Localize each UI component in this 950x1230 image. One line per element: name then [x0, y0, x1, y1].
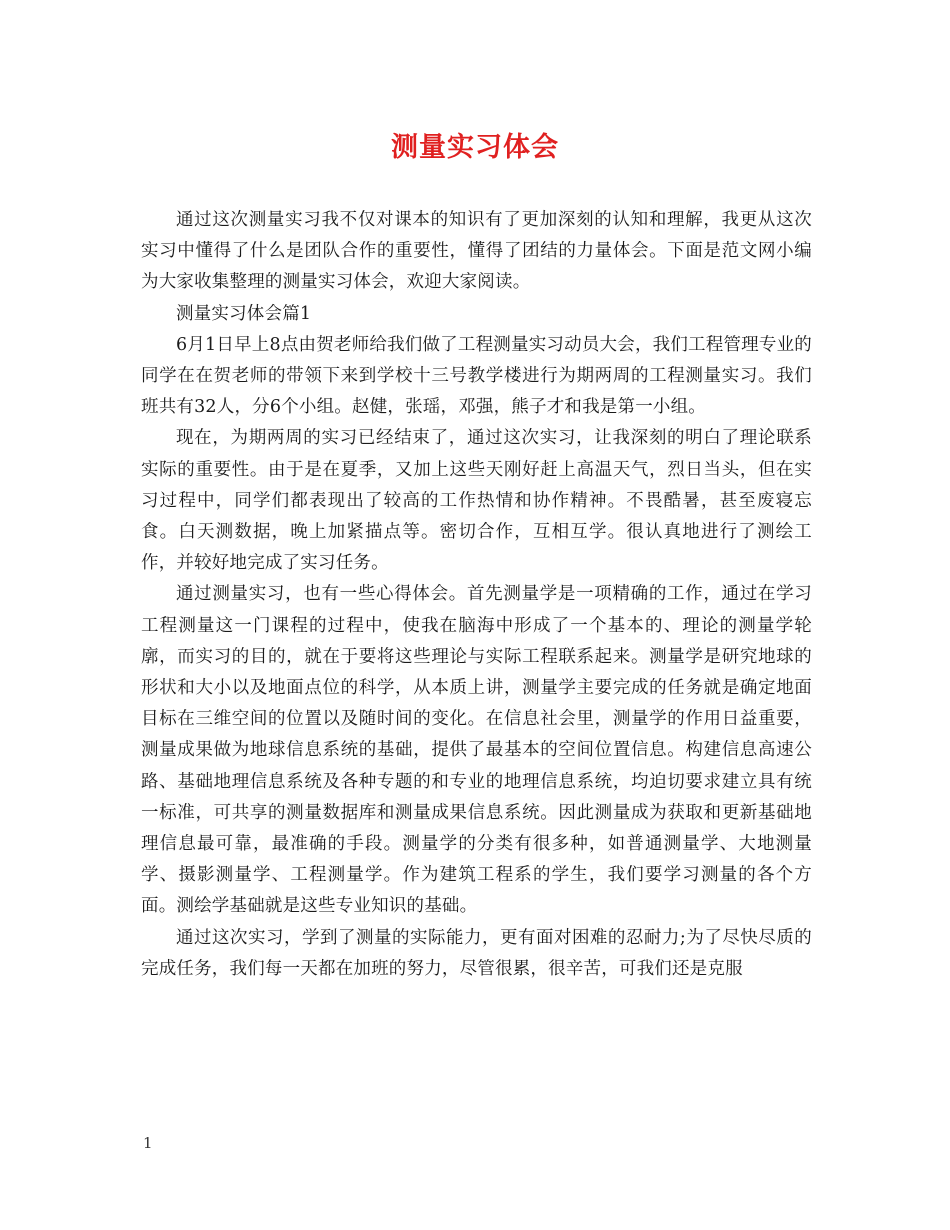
paragraph: 6月1日早上8点由贺老师给我们做了工程测量实习动员大会，我们工程管理专业的同学在在贺老师的带领下来到学校十三号教学楼进行为期两周的工程测量实习。我们班共有32人，分6个小组。赵健，张瑶，邓强，熊子才和我是第一小组。 — [141, 334, 812, 418]
document-title: 测量实习体会 — [391, 132, 559, 163]
page-number: 1 — [143, 1134, 153, 1152]
paragraph: 通过测量实习，也有一些心得体会。首先测量学是一项精确的工作，通过在学习工程测量这一门课程的过程中，使我在脑海中形成了一个基本的、理论的测量学轮廓，而实习的目的，就在于要将这些理论与实际工程联系起来。测量学是研究地球的形状和大小以及地面点位的科学，从本质上讲，测量学主要完成的任务就是确定地面目标在三维空间的位置以及随时间的变化。在信息社会里，测量学的作用日益重要，测量成果做为地球信息系统的基础，提供了最基本的空间位置信息。构建信息高速公路、基础地理信息系统及各种专题的和专业的地理信息系统，均迫切要求建立具有统一标准，可共享的测量数据库和测量成果信息系统。因此测量成为获取和更新基础地理信息最可靠，最准确的手段。测量学的分类有很多种，如普通测量学、大地测量学、摄影测量学、工程测量学。作为建筑工程系的学生，我们要学习测量的各个方面。测绘学基础就是这些专业知识的基础。 — [141, 584, 812, 917]
paragraph-intro: 通过这次测量实习我不仅对课本的知识有了更加深刻的认知和理解，我更从这次实习中懂得了什么是团队合作的重要性，懂得了团结的力量体会。下面是范文网小编为大家收集整理的测量实习体会，欢迎大家阅读。 — [141, 210, 812, 293]
paragraph: 现在，为期两周的实习已经结束了，通过这次实习，让我深刻的明白了理论联系实际的重要性。由于是在夏季，又加上这些天刚好赶上高温天气，烈日当头，但在实习过程中，同学们都表现出了较高的工作热情和协作精神。不畏酷暑，甚至废寝忘食。白天测数据，晚上加紧描点等。密切合作，互相互学。很认真地进行了测绘工作，并较好地完成了实习任务。 — [141, 428, 812, 574]
section-heading: 测量实习体会篇1 — [176, 303, 312, 324]
paragraph: 通过这次实习，学到了测量的实际能力，更有面对困难的忍耐力;为了尽快尽质的完成任务，我们每一天都在加班的努力，尽管很累，很辛苦，可我们还是克服 — [141, 927, 812, 979]
document-body — [141, 205, 812, 985]
